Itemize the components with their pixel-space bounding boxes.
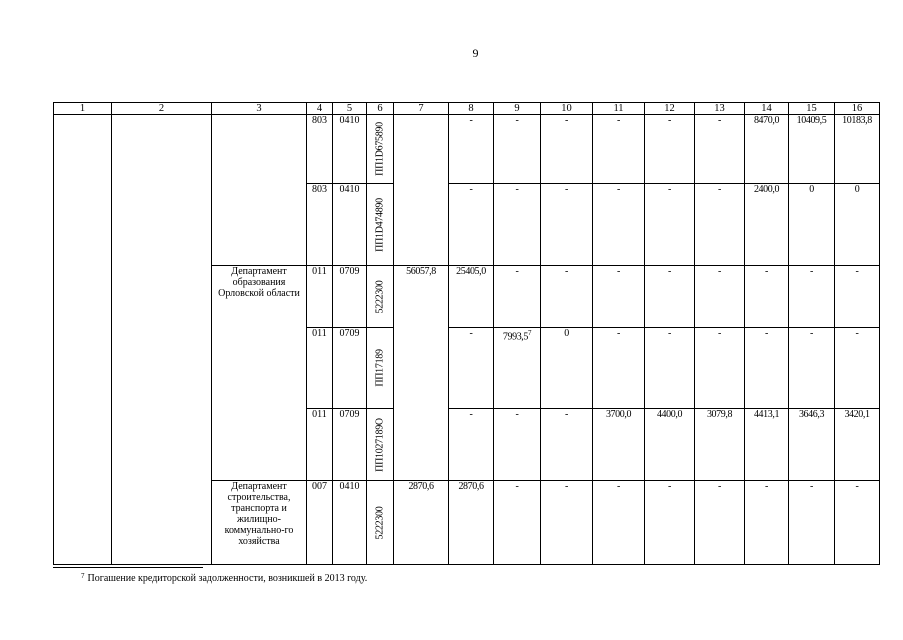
header-cell: 4 (307, 103, 333, 115)
cell-col16: - (835, 266, 880, 328)
cell-col15: - (789, 481, 835, 565)
cell-col13: 3079,8 (695, 409, 745, 481)
cell-col9: - (494, 184, 541, 266)
cell-col11: - (593, 115, 645, 184)
cell-col6 (367, 266, 394, 328)
cell-col8: 2870,6 (449, 481, 494, 565)
header-cell: 10 (541, 103, 593, 115)
cell-col15: - (789, 328, 835, 409)
cell-col5: 0709 (333, 266, 367, 328)
cell-col16: 0 (835, 184, 880, 266)
cell-col9: - (494, 481, 541, 565)
vertical-code: 5222300 (374, 280, 386, 313)
cell-col13: - (695, 184, 745, 266)
cell-col12: 4400,0 (645, 409, 695, 481)
cell-col12: - (645, 115, 695, 184)
cell-col15: 3646,3 (789, 409, 835, 481)
cell-col4: 803 (307, 184, 333, 266)
footnote (81, 573, 367, 584)
footnote-ref: 7 (528, 329, 532, 337)
cell-col4: 011 (307, 266, 333, 328)
org-name: Департамент строительства, транспорта и жилищно-коммунально-го хозяйства (212, 481, 307, 565)
header-cell: 13 (695, 103, 745, 115)
cell-col10: - (541, 481, 593, 565)
cell-col8: - (449, 328, 494, 409)
col1-cell (54, 115, 112, 565)
cell-col4: 011 (307, 328, 333, 409)
cell-col6 (367, 481, 394, 565)
cell-col11: - (593, 266, 645, 328)
cell-col14: 2400,0 (745, 184, 789, 266)
cell-col10: - (541, 266, 593, 328)
header-cell: 1 (54, 103, 112, 115)
cell-col13: - (695, 266, 745, 328)
cell-col5: 0709 (333, 409, 367, 481)
cell-col14: 4413,1 (745, 409, 789, 481)
cell-col4: 007 (307, 481, 333, 565)
cell-col7: 2870,6 (394, 481, 449, 565)
page-number: 9 (472, 46, 479, 60)
org-cell (212, 115, 307, 266)
cell-col8: - (449, 115, 494, 184)
cell-col16: - (835, 481, 880, 565)
header-cell: 3 (212, 103, 307, 115)
vertical-code: 5222300 (374, 506, 386, 539)
cell-col6 (367, 328, 394, 409)
col2-cell (112, 115, 212, 565)
cell-col5: 0410 (333, 115, 367, 184)
cell-col8: - (449, 184, 494, 266)
cell-col11: - (593, 481, 645, 565)
cell-col15: - (789, 266, 835, 328)
cell-col6 (367, 115, 394, 184)
header-cell: 15 (789, 103, 835, 115)
cell-col13: - (695, 328, 745, 409)
vertical-code: ПП1D675890 (374, 122, 386, 176)
cell-col12: - (645, 184, 695, 266)
header-cell: 11 (593, 103, 645, 115)
cell-col11: - (593, 328, 645, 409)
cell-col4: 011 (307, 409, 333, 481)
cell-col14: - (745, 266, 789, 328)
header-cell: 2 (112, 103, 212, 115)
footnote-text: Погашение кредиторской задолженности, возникшей в 2013 году. (87, 573, 368, 584)
cell-col16: 10183,8 (835, 115, 880, 184)
cell-col14: - (745, 481, 789, 565)
cell-col9-value: 7993,5 (502, 331, 528, 343)
cell-col6 (367, 409, 394, 481)
cell-col16: - (835, 328, 880, 409)
cell-col5: 0410 (333, 481, 367, 565)
cell-col5: 0410 (333, 184, 367, 266)
footnote-mark: 7 (81, 572, 85, 580)
cell-col10: - (541, 115, 593, 184)
cell-col5: 0709 (333, 328, 367, 409)
header-cell: 8 (449, 103, 494, 115)
cell-col7: 56057,8 (394, 266, 449, 481)
vertical-code: ПП17189 (374, 349, 386, 387)
table-row (54, 115, 880, 184)
cell-col14: - (745, 328, 789, 409)
header-cell: 7 (394, 103, 449, 115)
cell-col14: 8470,0 (745, 115, 789, 184)
header-cell: 14 (745, 103, 789, 115)
header-cell: 12 (645, 103, 695, 115)
cell-col6 (367, 184, 394, 266)
cell-col4: 803 (307, 115, 333, 184)
cell-col9 (494, 328, 541, 409)
header-cell: 5 (333, 103, 367, 115)
cell-col13: - (695, 481, 745, 565)
cell-col9: - (494, 409, 541, 481)
header-cell: 6 (367, 103, 394, 115)
org-name: Департамент образования Орловской области (212, 266, 307, 481)
cell-col10: 0 (541, 328, 593, 409)
header-row (54, 103, 880, 115)
cell-col10: - (541, 184, 593, 266)
cell-col9: - (494, 266, 541, 328)
budget-table (53, 102, 880, 565)
cell-col10: - (541, 409, 593, 481)
cell-col15: 0 (789, 184, 835, 266)
cell-col11: - (593, 184, 645, 266)
header-cell: 9 (494, 103, 541, 115)
cell-col8: - (449, 409, 494, 481)
cell-col16: 3420,1 (835, 409, 880, 481)
cell-col7 (394, 115, 449, 266)
vertical-code: ПП1027189О (374, 417, 386, 472)
cell-col8: 25405,0 (449, 266, 494, 328)
cell-col12: - (645, 328, 695, 409)
cell-col9: - (494, 115, 541, 184)
footnote-divider (53, 567, 203, 568)
vertical-code: ПП1D474890 (374, 197, 386, 252)
cell-col12: - (645, 266, 695, 328)
cell-col11: 3700,0 (593, 409, 645, 481)
cell-col15: 10409,5 (789, 115, 835, 184)
cell-col13: - (695, 115, 745, 184)
cell-col12: - (645, 481, 695, 565)
header-cell: 16 (835, 103, 880, 115)
